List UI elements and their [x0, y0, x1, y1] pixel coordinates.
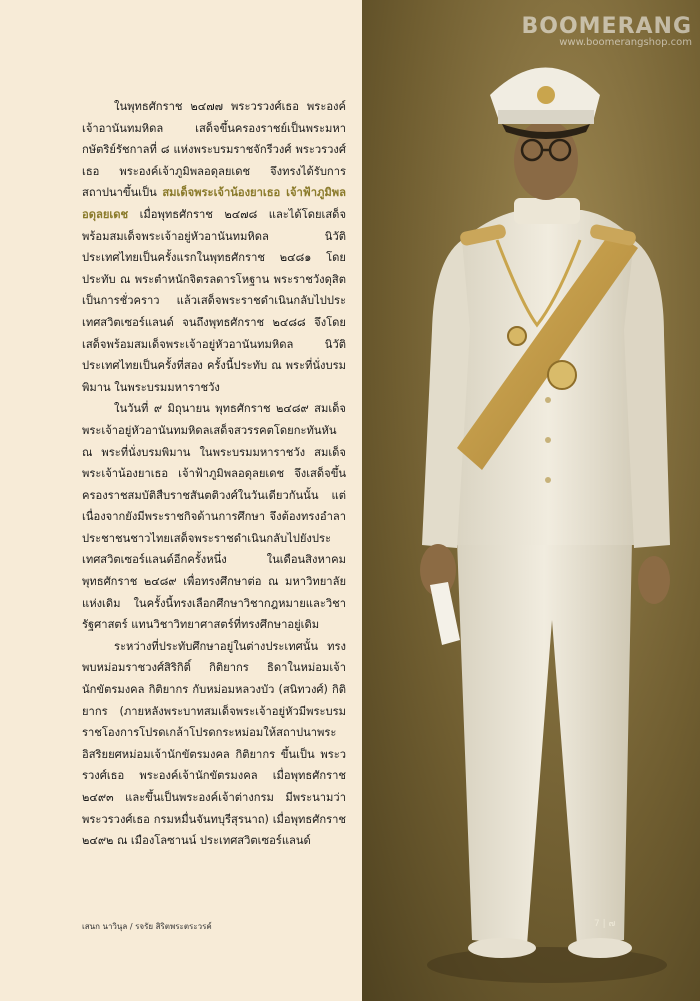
cap-badge: [537, 86, 555, 104]
paragraph-3: ระหว่างที่ประทับศึกษาอยู่ในต่างประเทศนั้น ทรงพบหม่อมราชวงศ์สิริกิติ์ กิติยากร ธิดาในหม่อมเจ้านักขัตรมงคล กิติยากร กับหม่อมหลวงบัว (สนิทวงศ์) กิติยากร (ภายหลังพระบาทสมเด็จพระเจ้าอยู่หัวมีพระบรมราชโองการโปรดเกล้าโปรดกระหม่อมให้สถาปนาพระอิสริยยศหม่อมเจ้านักขัตรมงคล กิติยากร ขึ้นเป็น พระวรวงศ์เธอ พระองค์เจ้านักขัตรมงคล เมื่อพุทธศักราช ๒๔๙๓ และขึ้นเป็นพระองค์เจ้าต่างกรม มีพระนามว่า พระวรวงศ์เธอ กรมหมื่นจันทบุรีสุรนาถ) เมื่อพุทธศักราช ๒๔๙๒ ณ เมืองโลซานน์ ประเทศสวิตเซอร์แลนด์: [82, 639, 346, 848]
watermark: [521, 14, 692, 48]
collar: [514, 198, 580, 224]
highlighted-title: สมเด็จพระเจ้าน้องยาเธอ เจ้าฟ้าภูมิพลอดุลยเดช: [82, 186, 346, 221]
jacket-button: [545, 477, 551, 483]
portrait-illustration: [362, 0, 700, 1001]
chest-star: [548, 361, 576, 389]
paragraph-1: ในพุทธศักราช ๒๔๗๗ พระวรวงศ์เธอ พระองค์เจ้าอานันทมหิดล เสด็จขึ้นครองราชย์เป็นพระมหากษัตริย์รัชกาลที่ ๘ แห่งพระบรมราชจักรีวงศ์ พระวรวงศ์เธอ พระองค์เจ้าภูมิพลอดุลยเดช จึงทรงได้รับการสถาปนาขึ้นเป็น สมเด็จพระเจ้าน้องยาเธอ เจ้าฟ้าภูมิพลอดุลยเดช เมื่อพุทธศักราช ๒๔๗๘ และได้โดยเสด็จพร้อมสมเด็จพระเจ้าอยู่หัวอานันทมหิดล นิวัติประเทศไทยเป็นครั้งแรกในพุทธศักราช ๒๔๘๑ โดยประทับ ณ พระตำหนักจิตรลดารโหฐาน พระราชวังดุสิต เป็นการชั่วคราว แล้วเสด็จพระราชดำเนินกลับไปประเทศสวิตเซอร์แลนด์ จนถึงพุทธศักราช ๒๔๘๘ จึงโดยเสด็จพร้อมสมเด็จพระเจ้าอยู่หัวอานันทมหิดล นิวัติประเทศไทยเป็นครั้งที่สอง ครั้งนี้ประทับ ณ พระที่นั่งบรมพิมาน ในพระบรมมหาราชวัง: [82, 100, 346, 394]
floor-shadow: [427, 947, 667, 983]
watermark-brand: BOOMERANG: [521, 14, 692, 39]
portrait-photo: [362, 0, 700, 1001]
white-gloves: [430, 582, 460, 645]
page-number: 7 | ๗: [594, 919, 616, 929]
footer-credit: เสนก นาวินุล / รจรัย สิริตพระตระวรค์: [82, 922, 212, 931]
paragraph-2: ในวันที่ ๙ มิถุนายน พุทธศักราช ๒๔๘๙ สมเด็จพระเจ้าอยู่หัวอานันทมหิดลเสด็จสวรรคตโดยกะทันหัน ณ พระที่นั่งบรมพิมาน ในพระบรมมหาราชวัง สมเด็จพระเจ้าน้องยาเธอ เจ้าฟ้าภูมิพลอดุลยเดช จึงเสด็จขึ้นครองราชสมบัติสืบราชสันตติวงศ์ในวันเดียวกันนั้น แต่เนื่องจากยังมีพระราชกิจด้านการศึกษา จึงต้องทรงอำลาประชาชนชาวไทยเสด็จพระราชดำเนินกลับไปยังประเทศสวิตเซอร์แลนด์อีกครั้งหนึ่ง ในเดือนสิงหาคม พุทธศักราช ๒๔๘๙ เพื่อทรงศึกษาต่อ ณ มหาวิทยาลัยแห่งเดิม ในครั้งนี้ทรงเลือกศึกษาวิชากฎหมายและวิชารัฐศาสตร์ แทนวิชาวิทยาศาสตร์ที่ทรงศึกษาอยู่เดิม: [82, 402, 346, 632]
jacket-button: [545, 437, 551, 443]
article-body: [82, 96, 346, 852]
jacket-button: [545, 397, 551, 403]
right-shoe: [568, 938, 632, 958]
trousers: [457, 540, 632, 945]
left-shoe: [468, 938, 536, 958]
neck-medal: [508, 327, 526, 345]
right-hand: [638, 556, 670, 604]
cap-band: [498, 110, 594, 124]
watermark-url: www.boomerangshop.com: [559, 37, 692, 48]
